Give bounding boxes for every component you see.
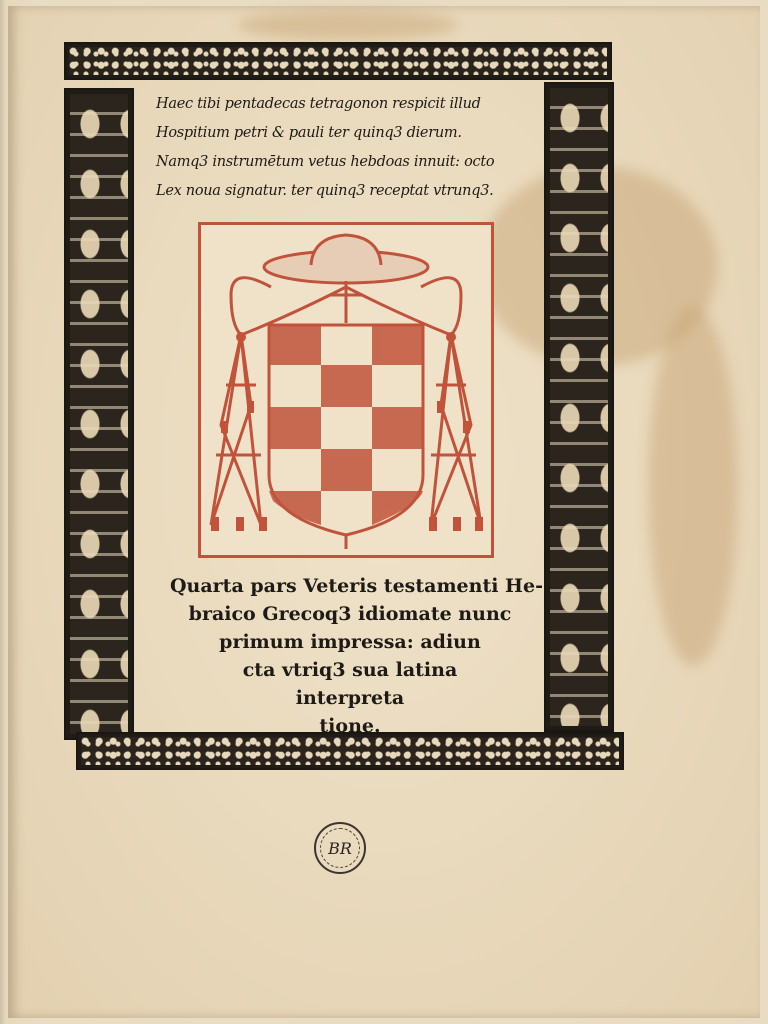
woodcut-border-top: [64, 42, 612, 80]
cardinal-hat-checkered-shield-icon: [201, 225, 491, 555]
title-line: interpreta: [295, 687, 405, 709]
water-stain: [238, 10, 458, 40]
circular-library-stamp-icon: [314, 822, 366, 874]
dedication-verses: [156, 90, 542, 206]
woodcut-border-right: [544, 82, 614, 732]
verse-line: Hospitium petri & pauli ter quinq3 dierum.: [156, 125, 462, 141]
title-line: cta vtriq3 sua latina: [242, 659, 458, 681]
water-stain: [648, 306, 738, 666]
title-line: primum impressa: adiun: [219, 631, 481, 653]
verse-line: Namq3 instrumētum vetus hebdoas innuit: octo: [156, 154, 495, 170]
woodcut-border-left: [64, 88, 134, 740]
title-line: braico Grecoq3 idiomate nunc: [188, 603, 512, 625]
stamp-monogram: BR: [328, 838, 352, 858]
coat-of-arms-frame: [198, 222, 494, 558]
verse-line: Lex noua signatur. ter quinq3 receptat vtrunq3.: [156, 183, 494, 199]
book-title: [170, 572, 543, 740]
title-line: Quarta pars Veteris testamenti He-: [170, 575, 543, 597]
verse-line: Haec tibi pentadecas tetragonon respicit illud: [156, 96, 481, 112]
title-line: tione.: [319, 715, 381, 737]
